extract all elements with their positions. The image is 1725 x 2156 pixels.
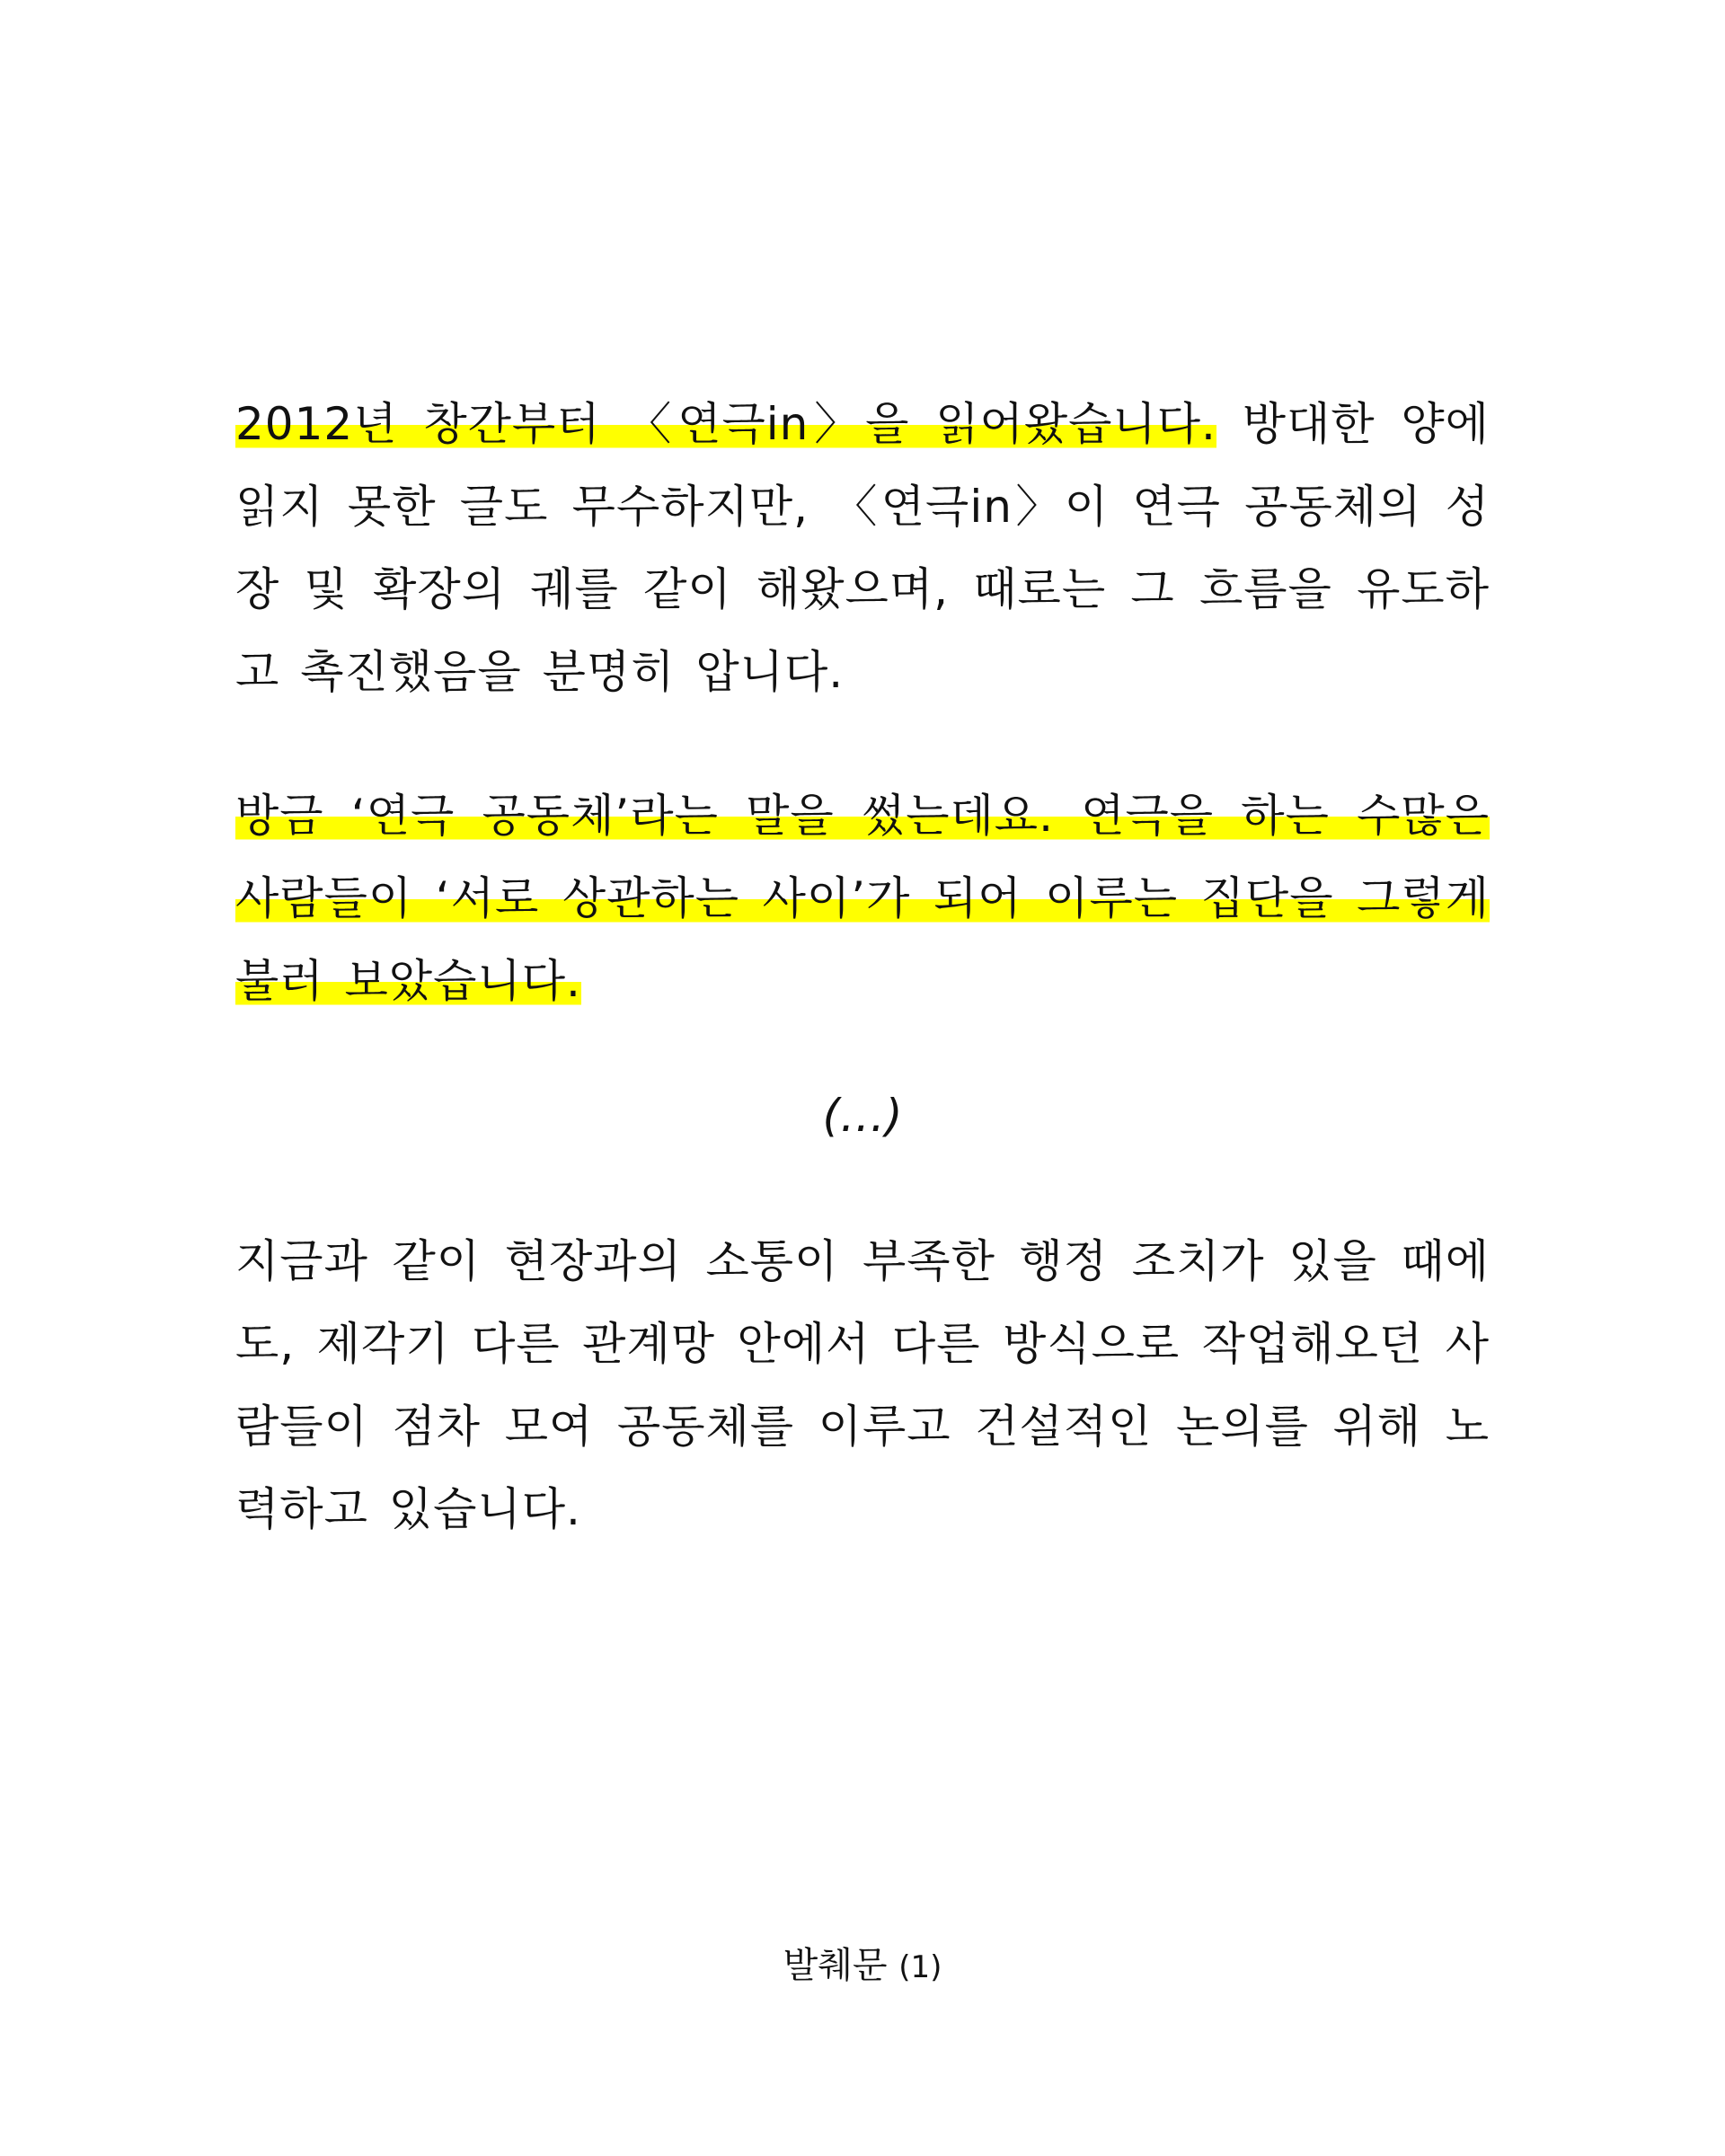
ellipsis-marker: (…) xyxy=(822,1090,903,1142)
paragraph-1 xyxy=(235,383,1490,713)
paragraph-text: 방대한 양에 읽지 못한 글도 무수하지만, 〈연극in〉이 연극 공동체의 성장 및 확장의 궤를 같이 해왔으며, 때로는 그 흐름을 유도하고 촉진했음을 분명히 압니다. xyxy=(235,398,1490,698)
footer-label: 발췌문 xyxy=(783,1945,888,1986)
highlighted-text: 2012년 창간부터 〈연극in〉을 읽어왔습니다. xyxy=(235,398,1216,450)
paragraph-2 xyxy=(235,774,1490,1022)
footer-number: (1) xyxy=(898,1949,942,1985)
highlighted-text: 방금 ‘연극 공동체’라는 말을 썼는데요. 연극을 하는 수많은 사람들이 ‘서로 상관하는 사이’가 되어 이루는 집단을 그렇게 불러 보았습니다. xyxy=(235,790,1490,1007)
paragraph-3 xyxy=(235,1220,1490,1551)
paragraph-text: 지금과 같이 현장과의 소통이 부족한 행정 조치가 있을 때에도, 제각기 다른 관계망 안에서 다른 방식으로 작업해오던 사람들이 점차 모여 공동체를 이루고 건설적인 논의를 위해 노력하고 있습니다. xyxy=(235,1235,1490,1535)
page-footer xyxy=(0,1933,1725,2000)
